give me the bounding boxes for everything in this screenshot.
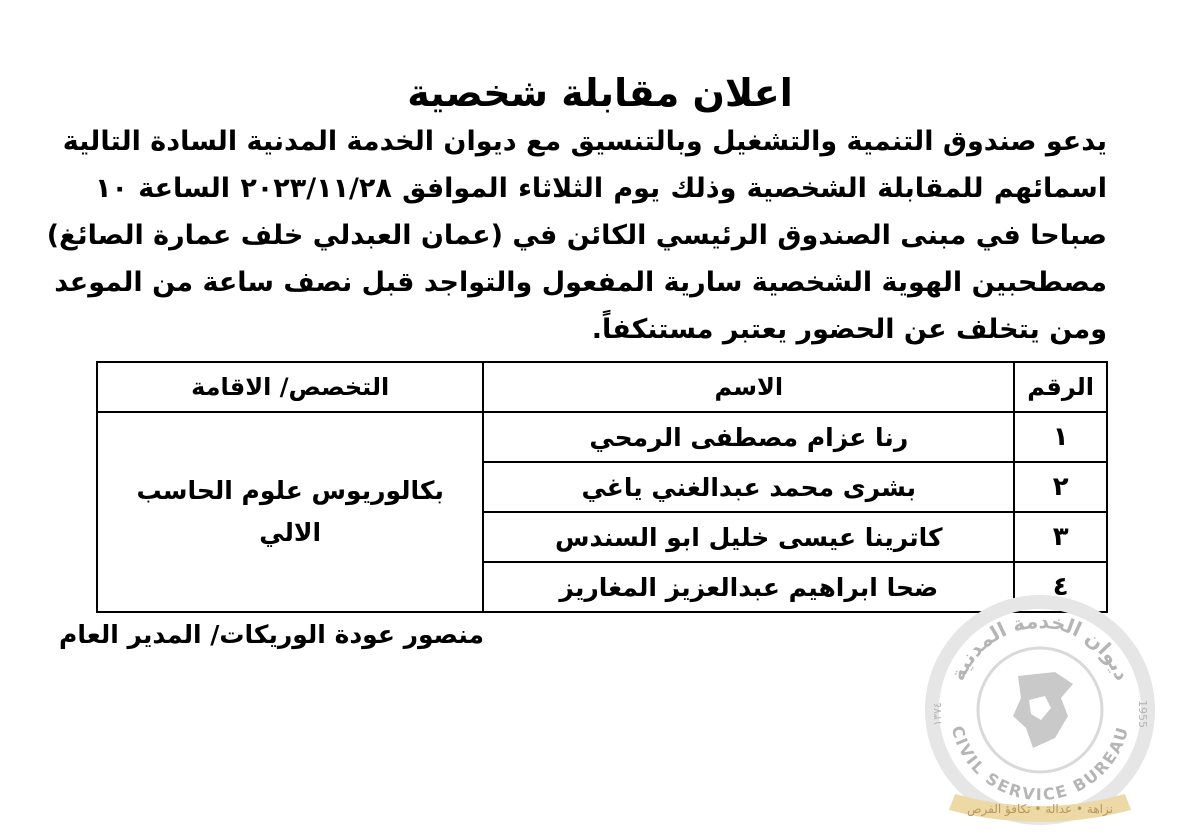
body-line: اسمائهم للمقابلة الشخصية وذلك يوم الثلاثاء الموافق ٢٠٢٣/١١/٢٨ الساعة ١٠ (95, 173, 1107, 204)
candidates-table (96, 361, 1108, 613)
row-number: ١ (1014, 412, 1107, 462)
body-line: صباحا في مبنى الصندوق الرئيسي الكائن في (عمان العبدلي خلف عمارة الصائغ) (46, 220, 1107, 251)
signature: منصور عودة الوريكات/ المدير العام (59, 620, 484, 649)
body-line: يدعو صندوق التنمية والتشغيل وبالتنسيق مع ديوان الخدمة المدنية السادة التالية (62, 126, 1107, 157)
header-name: الاسم (483, 362, 1014, 412)
seal-english-text: CIVIL SERVICE BUREAU (947, 723, 1133, 805)
body-line: مصطحبين الهوية الشخصية سارية المفعول والتواجد قبل نصف ساعة من الموعد (54, 267, 1107, 298)
candidate-name: كاترينا عيسى خليل ابو السندس (483, 512, 1014, 562)
candidate-name: رنا عزام مصطفى الرمحي (483, 412, 1014, 462)
table-row (97, 412, 1107, 462)
page-title: اعلان مقابلة شخصية (407, 71, 793, 115)
header-number: الرقم (1014, 362, 1107, 412)
seal-year-hijri: ١٣٧٤ (931, 702, 944, 726)
row-number: ٢ (1014, 462, 1107, 512)
specialty-cell: بكالوريوس علوم الحاسب الالي (97, 412, 483, 612)
candidate-name: ضحا ابراهيم عبدالعزيز المغاريز (483, 562, 1014, 612)
seal-arabic-text: ديوان الخدمة المدنية (945, 608, 1135, 685)
announcement-body (46, 118, 1107, 353)
row-number: ٣ (1014, 512, 1107, 562)
jordan-map-emblem-icon (1013, 672, 1073, 748)
seal-motto: نزاهة • عدالة • تكافؤ الفرص (967, 802, 1113, 816)
body-line: ومن يتخلف عن الحضور يعتبر مستنكفاً. (591, 314, 1107, 345)
table-header-row (97, 362, 1107, 412)
candidate-name: بشرى محمد عبدالغني ياغي (483, 462, 1014, 512)
row-number: ٤ (1014, 562, 1107, 612)
civil-service-bureau-seal (905, 588, 1175, 828)
header-specialty: التخصص/ الاقامة (97, 362, 483, 412)
seal-year-gregorian: 1955 (1136, 700, 1149, 728)
